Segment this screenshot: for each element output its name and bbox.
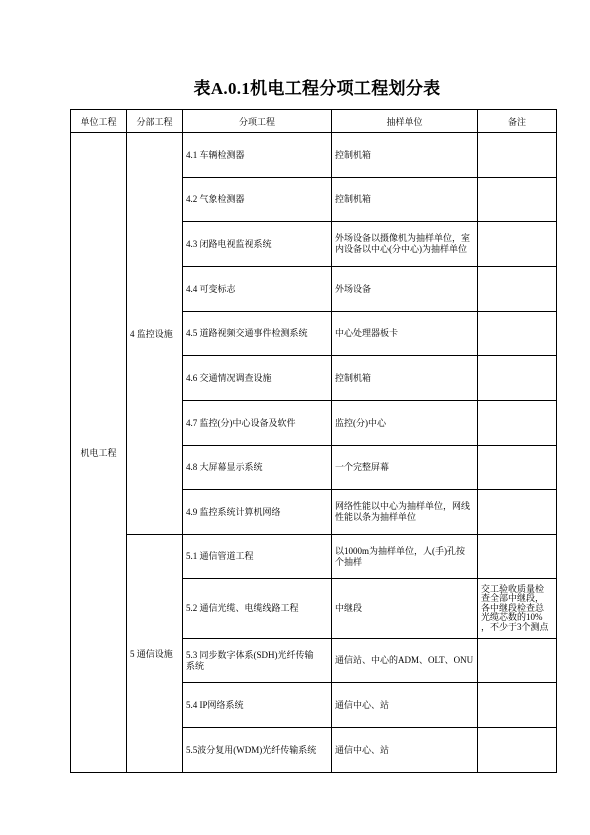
table-row xyxy=(71,133,557,178)
item-cell xyxy=(183,312,332,356)
remark-cell xyxy=(478,312,557,356)
sample-label: 控制机箱 xyxy=(335,372,372,383)
remark-cell xyxy=(478,267,557,312)
header-unit-project: 单位工程 xyxy=(71,110,127,133)
item-label: 5.2 通信光缆、电缆线路工程 xyxy=(186,603,299,613)
sample-label: 外场设备以摄像机为抽样单位，室 xyxy=(335,233,471,243)
sample-label: 外场设备 xyxy=(335,283,372,294)
sample-cell xyxy=(332,579,478,639)
header-sample-unit: 抽样单位 xyxy=(332,110,478,133)
sample-cell xyxy=(332,133,478,178)
item-label: 4.6 交通情况调查设施 xyxy=(186,372,272,383)
sample-label: 通信站、中心的ADM、OLT、ONU xyxy=(335,655,474,665)
item-label: 5.4 IP网络系统 xyxy=(186,699,244,710)
sample-label: 通信中心、站 xyxy=(335,699,390,710)
sample-cell xyxy=(332,683,478,728)
item-label: 4.3 闭路电视监视系统 xyxy=(186,238,272,249)
item-label: 4.5 道路视频交通事件检测系统 xyxy=(186,328,308,338)
remark-cell xyxy=(478,356,557,401)
item-cell xyxy=(183,222,332,267)
item-label: 5.1 通信管道工程 xyxy=(186,551,254,561)
remark-cell xyxy=(478,178,557,222)
division-table xyxy=(70,109,557,773)
division-label: 5 通信设施 xyxy=(130,649,173,659)
item-label: 5.3 同步数字体系(SDH)光纤传输 xyxy=(186,649,314,660)
sample-label: 监控(分)中心 xyxy=(335,417,386,428)
remark-cell xyxy=(478,446,557,490)
item-cell xyxy=(183,446,332,490)
remark-label: 查全部中继段， xyxy=(481,593,545,604)
remark-cell xyxy=(478,490,557,535)
item-cell xyxy=(183,639,332,683)
header-division: 分部工程 xyxy=(127,110,183,133)
remark-cell xyxy=(478,222,557,267)
sample-cell xyxy=(332,178,478,222)
division-cell-monitoring xyxy=(127,133,183,535)
sample-label: 性能以条为抽样单位 xyxy=(335,512,417,522)
item-cell xyxy=(183,178,332,222)
remark-cell xyxy=(478,639,557,683)
item-cell xyxy=(183,535,332,579)
remark-cell xyxy=(478,579,557,639)
header-item: 分项工程 xyxy=(183,110,332,133)
item-label: 4.2 气象检测器 xyxy=(186,194,245,204)
table-header-row xyxy=(71,110,557,133)
sample-label: 中心处理器板卡 xyxy=(335,328,399,338)
item-label: 5.5波分复用(WDM)光纤传输系统 xyxy=(186,744,317,755)
item-label: 4.7 监控(分)中心设备及软件 xyxy=(186,417,296,428)
unit-project-cell xyxy=(71,133,127,773)
remark-cell xyxy=(478,683,557,728)
item-cell xyxy=(183,728,332,773)
item-label: 4.9 监控系统计算机网络 xyxy=(186,506,281,517)
sample-label: 以1000m为抽样单位，人(手)孔按 xyxy=(335,545,465,556)
table-row xyxy=(71,535,557,579)
remark-label: 各中继段检查总 xyxy=(481,602,545,613)
sample-label: 中继段 xyxy=(335,603,363,613)
remark-cell xyxy=(478,401,557,446)
sample-label: 通信中心、站 xyxy=(335,744,390,755)
item-label: 系统 xyxy=(186,660,205,671)
remark-cell xyxy=(478,133,557,178)
sample-label: 控制机箱 xyxy=(335,149,372,160)
sample-label: 控制机箱 xyxy=(335,194,372,204)
remark-label: ，不少于3个测点 xyxy=(481,621,549,632)
remark-cell xyxy=(478,535,557,579)
unit-project-label: 机电工程 xyxy=(80,448,117,458)
remark-label: 交工验收质量检 xyxy=(481,583,545,594)
item-cell xyxy=(183,683,332,728)
header-remark: 备注 xyxy=(478,110,557,133)
sample-label: 内设备以中心(分中心)为抽样单位 xyxy=(335,244,467,254)
item-cell xyxy=(183,356,332,401)
sample-cell xyxy=(332,356,478,401)
division-cell-communication xyxy=(127,535,183,773)
sample-label: 个抽样 xyxy=(335,556,363,567)
sample-cell xyxy=(332,446,478,490)
sample-cell xyxy=(332,535,478,579)
item-cell xyxy=(183,401,332,446)
division-label: 4 监控设施 xyxy=(130,329,173,339)
item-label: 4.8 大屏幕显示系统 xyxy=(186,462,263,472)
sample-label: 一个完整屏幕 xyxy=(335,462,390,472)
item-label: 4.4 可变标志 xyxy=(186,283,236,294)
sample-cell xyxy=(332,267,478,312)
item-cell xyxy=(183,579,332,639)
remark-label: 光缆芯数的10% xyxy=(481,612,543,623)
sample-cell xyxy=(332,728,478,773)
sample-cell xyxy=(332,401,478,446)
item-cell xyxy=(183,133,332,178)
item-cell xyxy=(183,267,332,312)
sample-cell xyxy=(332,222,478,267)
sample-cell xyxy=(332,312,478,356)
sample-label: 网络性能以中心为抽样单位，网线 xyxy=(335,501,471,511)
sample-cell xyxy=(332,639,478,683)
item-label: 4.1 车辆检测器 xyxy=(186,149,245,160)
sample-cell xyxy=(332,490,478,535)
item-cell xyxy=(183,490,332,535)
page-title: 表A.0.1机电工程分项工程划分表 xyxy=(193,79,441,98)
remark-cell xyxy=(478,728,557,773)
